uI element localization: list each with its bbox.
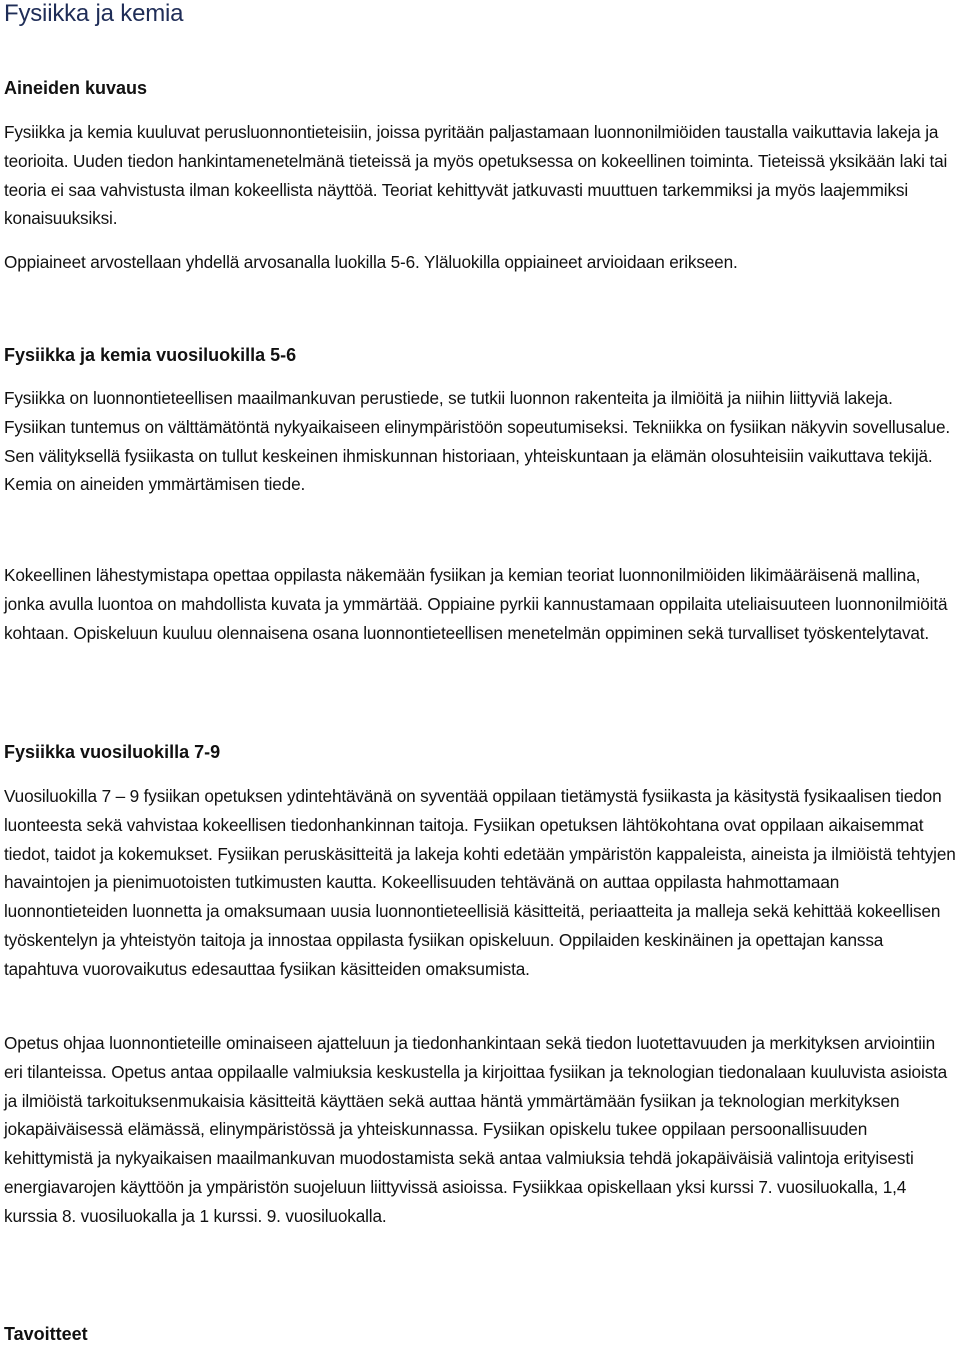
paragraph: Kokeellinen lähestymistapa opettaa oppilasta näkemään fysiikan ja kemian teoriat luonnonilmiöiden likimääräisenä mallina, jonka avulla luontoa on mahdollista kuvata ja ymmärtää. Oppiaine pyrkii kannustamaan oppilaita uteliaisuuteen luonnonilmiöitä kohtaan. Opiskeluun kuuluu olennaisena osana luonnontieteellisen menetelmän oppiminen sekä turvalliset työskentelytavat. <box>4 565 948 643</box>
document-page <box>4 0 958 1344</box>
section-heading-fysiikka-kemia-5-6: Fysiikka ja kemia vuosiluokilla 5-6 <box>4 345 297 365</box>
section-heading-aineiden-kuvaus: Aineiden kuvaus <box>4 78 148 98</box>
section-heading-tavoitteet: Tavoitteet <box>4 1324 88 1344</box>
paragraph: Oppiaineet arvostellaan yhdellä arvosanalla luokilla 5-6. Yläluokilla oppiaineet arvioidaan erikseen. <box>4 252 738 272</box>
paragraph: Opetus ohjaa luonnontieteille ominaiseen ajatteluun ja tiedonhankintaan sekä tiedon luotettavuuden ja merkityksen arviointiin eri tilanteissa. Opetus antaa oppilaalle valmiuksia keskustella ja kirjoittaa fysiikan ja teknologian tiedonalaan kuuluvista asioista ja ilmiöistä tarkoituksenmukaisia käsitteitä käyttäen sekä auttaa häntä ymmärtämään fysiikan ja teknologian merkityksen jokapäiväisessä elämässä, elinympäristössä ja yhteiskunnassa. Fysiikan opiskelu tukee oppilaan persoonallisuuden kehittymistä ja nykyaikaisen maailmankuvan muodostamista sekä antaa valmiuksia tehdä jokapäiväisiä valintoja erityisesti energiavarojen käyttöön ja ympäristön suojeluun liittyvissä asioissa. Fysiikkaa opiskellaan yksi kurssi 7. vuosiluokalla, 1,4 kurssia 8. vuosiluokalla ja 1 kurssi. 9. vuosiluokalla. <box>4 1033 948 1226</box>
paragraph: Fysiikka ja kemia kuuluvat perusluonnontieteisiin, joissa pyritään paljastamaan luonnonilmiöiden taustalla vaikuttavia lakeja ja teorioita. Uuden tiedon hankintamenetelmänä tieteissä ja myös opetuksessa on kokeellinen toiminta. Tieteissä yksikään laki tai teoria ei saa vahvistusta ilman kokeellista näyttöä. Teoriat kehittyvät jatkuvasti muuttuen tarkemmiksi ja myös laajemmiksi konaisuuksiksi. <box>4 122 948 229</box>
paragraph: Vuosiluokilla 7 – 9 fysiikan opetuksen ydintehtävänä on syventää oppilaan tietämystä fysiikasta ja käsitystä fysikaalisen tiedon luonteesta sekä vahvistaa kokeellisen tiedonhankinnan taitoja. Fysiikan opetuksen lähtökohtana ovat oppilaan aikaisemmat tiedot, taidot ja kokemukset. Fysiikan peruskäsitteitä ja lakeja kohti edetään ympäristön kappaleista, aineista ja ilmiöistä tehtyjen havaintojen ja pienimuotoisten tutkimusten kautta. Kokeellisuuden tehtävänä on auttaa oppilasta hahmottamaan luonnontieteiden luonnetta ja omaksumaan uusia luonnontieteellisiä käsitteitä, periaatteita ja malleja sekä kehittää kokeellisen työskentelyn ja yhteistyön taitoja ja innostaa oppilasta fysiikan opiskeluun. Oppilaiden keskinäinen ja opettajan kanssa tapahtuva vuorovaikutus edesauttaa fysiikan käsitteiden omaksumista. <box>4 786 956 979</box>
section-heading-fysiikka-7-9: Fysiikka vuosiluokilla 7-9 <box>4 742 221 762</box>
document-title: Fysiikka ja kemia <box>4 0 184 27</box>
paragraph: Fysiikka on luonnontieteellisen maailmankuvan perustiede, se tutkii luonnon rakenteita ja ilmiöitä ja niihin liittyviä lakeja. Fysiikan tuntemus on välttämätöntä nykyaikaiseen elinympäristöön sopeutumiseksi. Tekniikka on fysiikan näkyvin sovellusalue. Sen välityksellä fysiikasta on tullut keskeinen ihmiskunnan historiaan, yhteiskuntaan ja elämän olosuhteisiin vaikuttava tekijä. Kemia on aineiden ymmärtämisen tiede. <box>4 388 950 495</box>
